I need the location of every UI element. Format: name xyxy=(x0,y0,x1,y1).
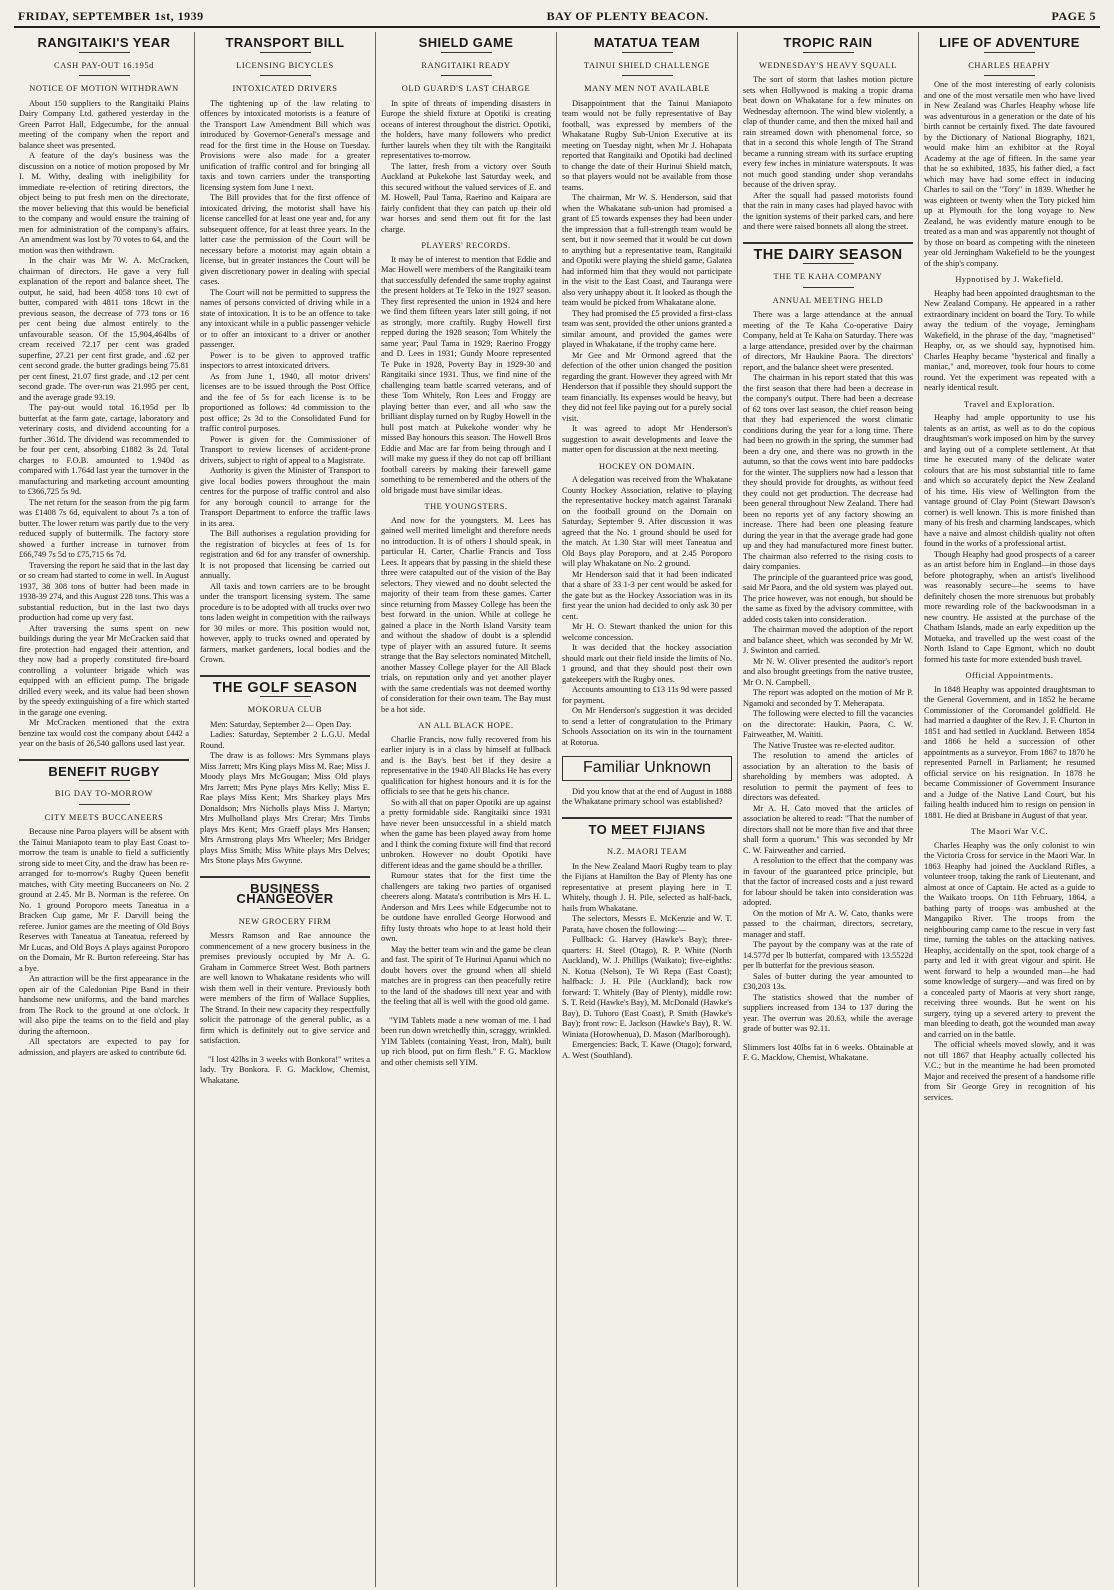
paragraph: Rumour states that for the first time the challengers are taking two parties of organised cheerers along. Matata's contribution is Mrs H. L. Anderson and Mrs Lees while Edgecumbe not to be outdone have enrolled George Horwood and fifty lusty throats who hope to at least hold their own. xyxy=(381,871,551,943)
paragraph: The payout by the company was at the rate of 14.577d per lb butterfat, compared with 13.5522d per lb butterfat for the previous season. xyxy=(743,940,913,970)
rule xyxy=(260,75,311,76)
column-4 xyxy=(557,32,738,1587)
subhead: TAINUI SHIELD CHALLENGE xyxy=(583,60,711,70)
section-heading: Hypnotised by J. Wakefield. xyxy=(955,275,1064,284)
paragraph: Disappointment that the Tainui Maniapoto team would not be fully representative of Bay football, was expressed by members of the Whakatane Rugby Sub-Union Executive at its meeting on Tuesday night, when Mr J. Hohapata reported that Rangitaiki and Opotiki had declined to change the date of their Hurinui Shield match, so that players would not be available from those teams. xyxy=(562,98,732,192)
paragraph: In the chair was Mr W. A. McCracken, chairman of directors. He gave a very full explanation of the report and balance sheet. The output, he said, had been 4058 tons 10 cwt of butter, compared with 4811 tons 18cwt in the previous season, the decrease of 773 tons or 16 per cent being due almost entirely to the unfavourable season. Of the 15,904,464lbs of cream received 72.17 per cent was graded superfine, 27.21 per cent first grade, and .62 per cent second grade. the butter gradings being 75.81 per cent finest, 21.07 first grade, and .12 per cent second grade. The over-run was 21.995 per cent, and the average grade 93.19. xyxy=(19,256,189,402)
subhead: ANNUAL MEETING HELD xyxy=(772,295,884,305)
headline-dairy-season: THE DAIRY SEASON xyxy=(753,246,903,263)
paragraph: Power is to be given to approved traffic inspectors to arrest intoxicated drivers. xyxy=(200,350,370,370)
subhead: THE TE KAHA COMPANY xyxy=(773,272,883,281)
subhead: CHARLES HEAPHY xyxy=(968,60,1051,70)
masthead xyxy=(14,6,1100,28)
divider xyxy=(200,675,370,677)
paragraph: Heaphy had ample opportunity to use his talents as an artist, as well as to do the copious draughtsman's work imposed on him by the survey and laying out of a complete settlement. At that time he executed many of the delicate water colours that are his most substantial title to fame and which so accurately depict the New Zealand of his time. His view of Wellington from the vantage ground of Clay Point (Stewart Dawson's corner) is well known. This is more finished than many of his fresh and charming landscapes, which have a naive and almost childish quality not often found in the works of a professional artist. xyxy=(924,413,1095,548)
page-number: PAGE 5 xyxy=(1051,9,1096,23)
paragraph: The sort of storm that lashes motion picture sets when Hollywood is making a tropic drama beat down on Whakatane for a few minutes on Wednesday afternoon. The wind blew violently, a clap of thunder came, and then the mixed hail and rain streamed down with phenomenal force, so that in a second this whole length of The Strand became a running stream with its surface erupting every few inches in miniature waterspouts. It was not much good standing under shop verandahs because of the driven spray. xyxy=(743,75,913,189)
paragraph: Sales of butter during the year amounted to £30,203 13s. xyxy=(743,971,913,991)
paragraph: After traversing the sums spent on new buildings during the year Mr McCracken said that fire protection had engaged their attention, and they now had a properly constituted fire-board controlling a volunteer brigade which was equipped with an efficient pump. The brigade drilled every week, and its value had been shown by the speedy extinguishing of a fire which started in the garage one evening. xyxy=(19,623,189,717)
headline-tropic-rain: TROPIC RAIN xyxy=(783,35,873,50)
section-heading: AN ALL BLACK HOPE. xyxy=(418,721,514,730)
paragraph: In 1848 Heaphy was appointed draughtsman to the General Government, and in 1852 he became Commissioner of the Coromandel goldfield. He had married a daughter of the Rev. J. F. Churton in 1851 and had settled in Auckland. Between 1854 and 1866 he held a succession of other appointments as a surveyor. From 1867 to 1870 he represented Parnell in Parliament; he resumed official service on his resignation. In 1878 he became Commissioner of Government Insurance and a Judge of the Native Land Court, but his failing health induced him to resign on pension in 1881. He died at Brisbane in August of that year. xyxy=(924,684,1095,820)
paragraph: Mr Gee and Mr Ormond agreed that the defection of the other union changed the position regarding the grant. However they agreed with Mr Henderson that if possible they should support the team financially. Its expenses would be heavy, but they did not feel like paying out for a purely social visit. xyxy=(562,350,732,423)
paragraph: The selectors, Messrs E. McKenzie and W. T. Parata, have chosen the following:— xyxy=(562,914,732,934)
paragraph: The chairman moved the adoption of the report and balance sheet, which was seconded by Mr W. J. Swinton and carried. xyxy=(743,625,913,655)
paragraph: Mr N. W. Oliver presented the auditor's report and also brought greetings from the native trustee, Mr O. N. Campbell. xyxy=(743,656,913,687)
paragraph: The statistics showed that the number of suppliers increased from 134 to 137 during the year. The overrun was 20.63, while the average grade of butter was 92.11. xyxy=(743,992,913,1033)
rule xyxy=(622,52,673,53)
paragraph: In the New Zealand Maori Rugby team to play the Fijians at Hamilton the Bay of Plenty has one representative at present playing here in T. Whitely, though J. H. Pile, selected as half-back, hails from Whakatane. xyxy=(562,861,732,913)
paragraph: They had promised the £5 provided a first-class team was sent, provided the other unions granted a similar amount, and provided the games were played in Whakatane, if the trophy came here. xyxy=(562,308,733,349)
paragraph: The Native Trustee was re-elected auditor. xyxy=(753,740,895,750)
columns xyxy=(14,32,1100,1587)
rule xyxy=(441,52,492,53)
divider xyxy=(19,759,189,761)
paragraph: After the squall had passed motorists found that the rain in many cases had played havoc with the ignition systems of their parked cars, and here and there were raised bonnets all along the street. xyxy=(743,190,913,231)
paragraph: On the motion of Mr A. W. Cato, thanks were passed to the chairman, directors, secretary, manager and staff. xyxy=(743,908,913,939)
subhead: WEDNESDAY'S HEAVY SQUALL xyxy=(759,60,897,70)
column-3 xyxy=(376,32,557,1587)
paragraph: The latter, fresh from a victory over South Auckland at Pukekohe last Saturday week, and this secured without the valued services of E. and M. Howell, Paul Tama, Raerino and Kaipara are fairly confident that they can patch up their old war horses and send them out fit for the last charge. xyxy=(381,161,551,234)
paragraph: The net return for the season from the pig farm was £1408 7s 6d, equivalent to about 7s a ton of butter. The lower return was partly due to the very reduced supply of buttermilk. The factory store showed a further increase in turnover from £66,749 7s 5d to £75,715 6s 7d. xyxy=(19,497,189,559)
divider xyxy=(562,817,732,819)
column-1 xyxy=(14,32,195,1587)
paragraph: A feature of the day's business was the discussion on a notice of motion proposed by Mr I. M. Withy, dealing with ineligibility for immediate re-election of retiring directors, the object being to put fresh men on the directorate, the mover believing that this would be beneficial to the company and would ensure the training of men for administration of the company's affairs. An amendment was lost by 70 votes to 64, and the motion was then withdrawn. xyxy=(19,151,189,255)
paragraph: Did you know that at the end of August in 1888 the Whakatane primary school was established? xyxy=(562,786,732,806)
headline-life-of-adventure: LIFE OF ADVENTURE xyxy=(939,35,1080,50)
section-heading: Official Appointments. xyxy=(965,671,1054,680)
paragraph: May the better team win and the game be clean and fast. The spirit of Te Hurinui Apanui which no doubt hovers over the ground when all shield matches are in progress can then peacefully retire to the land of the shadows till next year and with the feeling that all is well with the good old game. xyxy=(381,944,551,1006)
rule xyxy=(79,75,130,76)
paragraph: The pay-out would total 16.195d per lb butterfat at the farm gate, cartage, laboratory and veterinary costs, and dividend accounting for a further .361d. The dividend was recommended to be four per cent, absorbing £1882 3s 2d. Total charges to F.O.B. amounted to 1.940d as compared with 1.764d last year the turnover in the manufacturing and marketing account amounting to £366,725 5s 9d. xyxy=(19,403,189,496)
rule xyxy=(260,908,311,909)
paragraph: It may be of interest to mention that Eddie and Mac Howell were members of the Rangitaiki team that successfully defended the same trophy against the present holders at Te Teko in the 1927 season. They first represented the union in 1924 and here we find them fifteen years later still going, if not as strongly, more craftily. Rugby Howell first repped during the 1928 season; Tom Whitely the same year; Paul Tama in 1929; Raerino Froggy and D. Lees in 1931; Gundy Moore represented Te Puke in 1928, Poverty Bay in 1929-30 and Rangitaiki since 1931. Thus, we find nine of the challenging team battle scarred veterans, and of these Tom Whitely, Ron Lees and Froggy are playing better than ever, and all who saw the brilliant display turned on by Rugby Howell in the hull post match at Pukekohe wonder why he missed Bay honours this season. The Howell Bros Eddie and Mac are far from being through and I will make my guess if they do not cap off brilliant football careers by making their farewell game something to be remembered and the others of the old brigade must have similar ideas. xyxy=(381,254,551,495)
paragraph: On Mr Henderson's suggestion it was decided to send a letter of congratulation to the Primary Schools Association on its win in the tournament at Rotorua. xyxy=(562,706,732,747)
paragraph: The Bill authorises a regulation providing for the registration of bicycles at fees of 1s for registration and 6d for any transfer of ownership. It is not proposed that licensing be carried out annually. xyxy=(200,529,370,580)
paragraph: The official wheels moved slowly, and it was not till 1867 that Heaphy actually collected his V.C.; but in the meantime he had been promoted Major and received the present of a handsome rifle from Sir George Grey in recognition of his services. xyxy=(924,1040,1095,1102)
paragraph: Messrs Ramson and Rae announce the commencement of a new grocery business in the premises previously occupied by Mr A. G. Graham in Commerce Street West. Both partners are well known to Whakatane residents who will wish them well in their venture. Previously both were members of the firm of Wallace Supplies, The Strand. In their new capacity they respectfully solicit the patronage of the general public, as a firm which is definitely out to give service and satisfaction. xyxy=(200,931,370,1045)
paragraph: Mr H. O. Stewart thanked the union for this welcome concession. xyxy=(562,622,732,642)
paragraph: And now for the youngsters. M. Lees has gained well merited limelight and therefore needs no introduction. It is of others I should speak, in particular H. Carter, Charlie Francis and Toss Lees. It appears that by passing in the shield these three were catapulted out of the vision of the Bay selectors. They viewed and no doubt selected the majority of their team from these games. Carter since returning from Massey College has been the best forward in the union. While at college he gained a place in the North Island Varsity team and without the shadow of doubt is a splendid type of player with an assured future. It seems strange that the Bay selectors nominated Mitchell, another Massey College player for the All Black trials, on reputation only and yet another player with the same credentials was not deemed worthy of consideration for their own team. The Bay must be a hot side. xyxy=(381,515,551,714)
subhead: NOTICE OF MOTION WITHDRAWN xyxy=(29,84,179,93)
paragraph: The principle of the guaranteed price was good, said Mr Paora, and the old system was played out. The price however, was not enough, but should be the same as fixed by the advisory committee, with added costs taken into consideration. xyxy=(743,572,913,624)
rule xyxy=(79,780,130,781)
headline-to-meet-fijians: TO MEET FIJIANS xyxy=(588,821,706,837)
paragraph: The chairman in his report stated that this was the first season that there had been a decrease in the company's output. There had been a decrease of 62 tons over last season, the chief reason being that they had experienced the worst climatic conditions during the year for a long time. There had been no growth in the spring, the summer had been a dry one, and there was no growth in the autumn, so that the cows went into bare paddocks for the winter. The suppliers now had a lesson that they should provide for droughts, as without feed they could not get production. The decrease had been general throughout New Zealand. There had been no reports yet of any factory showing an increase. There had been one pleasing feature during the year in that the average grade had gone up and they had manufactured more finest butter. The chairman also referred to the rising costs to dairy companies. xyxy=(743,373,913,571)
paragraph: Power is given for the Commissioner of Transport to review licenses of accident-prone drivers, subject to right of appeal to a Magistrate. xyxy=(200,434,370,465)
subhead: CITY MEETS BUCCANEERS xyxy=(44,812,164,822)
newspaper-title: BAY OF PLENTY BEACON. xyxy=(546,9,709,23)
rule xyxy=(622,838,673,839)
paragraph: The Court will not be permitted to suppress the names of persons convicted of driving while in a state of intoxication. It is to be an offence to take any intoxicant while in a public passenger vehicle or to offer an intoxicant to a driver or another passenger. xyxy=(200,287,370,349)
subhead: RANGITAIKI READY xyxy=(421,60,511,70)
headline-shield-game: SHIELD GAME xyxy=(418,35,514,50)
subhead: NEW GROCERY FIRM xyxy=(238,916,332,926)
divider xyxy=(743,242,913,244)
rule xyxy=(79,52,130,53)
headline-matatua-team: MATATUA TEAM xyxy=(593,35,701,50)
paragraph: So with all that on paper Opotiki are up against a pretty formidable side. Rangitaiki since 1931 have never been unsuccessful in a shield match when the game has been played away from home and I think the coming fixture will find that record unbroken. However no doubt Opotiki have different ideas and the game should be a thriller. xyxy=(381,797,551,870)
paragraph: Men: Saturday, September 2— Open Day. xyxy=(210,719,352,729)
rule xyxy=(803,52,854,53)
paragraph: Fullback: G. Harvey (Hawke's Bay); three-quarters: H. Steel (Otago), R. P. White (North Auckland), W. J. Phillips (Waikato); five-eighths: N. Kotua (Nelson), Te Wi Repa (East Coast); halfback: J. H. Pile (Auckland); back row forward: T. Whitely (Bay of Plenty), middle row: S. T. Reid (Hawke's Bay), M. McDonald (Hawke's Bay), D. Tuhoro (East Coast), P. Smith (Hawke's Bay); front row: E. Jackson (Hawke's Bay), R. W. Winiata (Horowhenua), D. Mason (Marlborough). xyxy=(562,935,732,1039)
paragraph: Ladies: Saturday, September 2 L.G.U. Medal Round. xyxy=(200,730,370,750)
paragraph: In spite of threats of impending disasters in Europe the shield fixture at Opotiki is creating oceans of interest throughout the district. Opotiki, the holders, have many followers who predict further laurels when they tilt with the Rangitaiki representatives to-morrow. xyxy=(381,98,551,160)
paragraph: The tightening up of the law relating to offences by intoxicated motorists is a feature of the Transport Law Amendment Bill which was introduced by Governor-General's message and read for the first time in the House on Tuesday. Provisions were also made for a greater unification of traffic control and for bringing all taxis and town carriers under the transporting licensing system fom June 1 next. xyxy=(200,98,370,192)
paragraph: Mr Henderson said that it had been indicated that a share of 33 1-3 per cent would be asked for the gate but as the Hockey Association was in its first year the union had decided to only ask 30 per cent. xyxy=(562,569,732,621)
section-heading: THE YOUNGSTERS. xyxy=(424,502,508,511)
paragraph: Because nine Paroa players will be absent with the Tainui Maniapoto team to play East Coast to-morrow the team is unable to field a sufficiently strong side to meet City, and the draw has been re-arranged for to-morrow's Rugby Queen benefit matches, with City meeting Buccaneers on No. 2 ground at 2.45. Mr B. Norman is the referee. On No. 1 ground Poroporo meets Taneatua in a Bracken Cup game, Mr F. Darvill being the referee. Junior games are the meeting of Old Boys Reserves with Taneatua at Taneatua, refereed by Mr Lucas, and Old Boys A plays against Poroporo on the Domain, Mr R. Burton refereeing. Star has a bye. xyxy=(19,827,189,973)
paragraph: A delegation was received from the Whakatane County Hockey Association, relative to playing the representative hockey match against Taranaki on the football ground on the Domain on Saturday, September 9. After discussion it was agreed that the No. 1 ground should be used for the match. At 1.30 Star will meet Taneatua and Old Boys play Poroporo, and at 2.45 Poroporo will play Whakatane on No. 2 ground. xyxy=(562,475,732,568)
paragraph: Traversing the report he said that in the last day or so cream had started to come in well. In August 1937, 38 308 tons of butter had been made in 1938-39 274, and this August 228 tons. This was a substantial reduction, but in the last two days production had come up very fast. xyxy=(19,560,189,622)
familiar-unknown-box: Familiar Unknown xyxy=(562,756,732,781)
divider xyxy=(200,876,370,878)
rule xyxy=(984,52,1035,53)
paragraph: The resolution to amend the articles of association by an alteration to the basis of shareholding by members was adopted. A resolution to permit the payment of fees to directors was defeated. xyxy=(743,751,913,802)
headline-business-changeover: BUSINESS CHANGEOVER xyxy=(236,880,334,906)
paragraph: Charles Heaphy was the only colonist to win the Victoria Cross for service in the Maori War. In 1863 Heaphy had joined the Auckland Rifles, a volunteer troop, taking the rank of Lieutenant, and almost at once of Captain. He acted as a guide to the Waikato troops. On 11th February, 1864, a bathing party of troops was ambushed at the Mangapiko River. The troops from the neighbouring camp came to the rescue in very fast time, turning the tables on the attacking natives. Heaphy, accidentally on the spot, took charge of a party and led it with great vigour and spirit. He went forward to help a wounded man—he had some knowledge of surgery—and was fired on by a concealed party of Maoris at very short range, receiving three wounds. But he went on his surgery, tying up a severed artery to prevent the man bleeding to death, got the wounded man away and carried on in the battle. xyxy=(924,840,1095,1039)
rule xyxy=(441,75,492,76)
paragraph: As from June 1, 1940, all motor drivers' licenses are to be issued through the Post Office and the fee of 5s for each license is to be proportioned as follows: 4d commission to the post office; 2s 3d to the Consolidated Fund for traffic control purposes. xyxy=(200,371,370,433)
headline-golf-season: THE GOLF SEASON xyxy=(212,679,358,696)
rule xyxy=(79,804,130,805)
headline-transport-bill: TRANSPORT BILL xyxy=(225,35,345,50)
paragraph: All taxis and town carriers are to be brought under the transport licensing system. The same procedure is to be adopted with all trucks over two tons laden weight in competition with the railways for 30 miles or more. This position would not, however, apply to trucks owned and operated by farmers, market gardeners, local bodies and the Crown. xyxy=(200,581,371,664)
paragraph: It was decided that the hockey association should mark out their field inside the limits of No. 1 ground, and that they should post their own gatekeepers with the Rugby ones. xyxy=(562,643,732,684)
advertisement: "YIM Tablets made a new woman of me. I had been run down wretchedly thin, scraggy, wrinkled. YIM Tablets (containing Yeast, Iron, Malt), built up rich blood, put on firm flesh." F. G. Macklow and other chemists sell YIM. xyxy=(381,1015,551,1067)
rule xyxy=(803,287,854,288)
paragraph: There was a large attendance at the annual meeting of the Te Kaha Co-operative Dairy Company, held at Te Kaha on Saturday. There was a large attendance, presided over by the chairman of directors, Mr Haukine Paora. The directors' report, and the balance sheet were presented. xyxy=(743,310,913,372)
column-6 xyxy=(919,32,1100,1587)
headline-rangitaikis-year: RANGITAIKI'S YEAR xyxy=(37,35,171,50)
subhead: INTOXICATED DRIVERS xyxy=(232,84,338,93)
section-heading: The Maori War V.C. xyxy=(971,827,1048,836)
column-2 xyxy=(195,32,376,1587)
paragraph: The Bill provides that for the first offence of intoxicated driving, the motorist shall have his license cancelled for at least one year and, for any subsequent offence, for at least three years. In the latter case the permission of the Court will be necessary before a motorist may again obtain a license, but in greater instances the Court will be given discretionary power in dealing with special cases. xyxy=(200,193,370,286)
advertisement: Slimmers lost 40lbs fat in 6 weeks. Obtainable at F. G. Macklow, Chemist, Whakatane. xyxy=(743,1042,913,1062)
subhead: BIG DAY TO-MORROW xyxy=(54,789,154,798)
rule xyxy=(260,696,311,697)
subhead: CASH PAY-OUT 16.195d xyxy=(54,60,154,70)
paragraph: One of the most interesting of early colonists and one of the most versatile men who have lived in New Zealand was Charles Heaphy whose life was adventurous in a generation or the date of his birth cannot be certainly fixed. The date favoured by the Dictionary of National Biography, 1821, would make him an exhibitor at the Royal Academy at the age of fifteen. In the same year that he so exhibited, 1835, his father died, a fact which may have had some effect in inducing Charles to sail on the "Tory" in 1839. Whether he was eighteen or twenty when the Tory picked him up at Plymouth for the long voyage to New Zealand, he was evidently mature enough to be treated as a man and was apparently not thought of by those on board as competing with the nineteen year old Jerningham Wakefield to be the youngest of the ship's company. xyxy=(924,80,1095,268)
paragraph: Charlie Francis, now fully recovered from his earlier injury is in a class by himself at fullback and is the Bay's best bet if they desire a representative in the 1940 All Blacks He has every qualification for highest honours and it is for the officials to see that he gets his chance. xyxy=(381,734,551,796)
column-5 xyxy=(738,32,919,1587)
paragraph: An attraction will be the first appearance in the open air of the Caledonian Pipe Band in their handsome new uniforms, and the band marches from The Rock to the ground at one o'clock. It will also pipe the teams on to the field and play during the afternoon. xyxy=(19,974,189,1036)
paragraph: The draw is as follows: Mrs Symmans plays Miss Jarrett; Mrs King plays Miss M. Rae; Miss J. Moody plays Mrs McGougan; Miss Old plays Mrs Jarrett; Mrs Pyne plays Mrs Kelly; Miss E. Rae plays Miss Kent; Mrs Sharkey plays Mrs Donaldson; Mrs Nicholls plays Miss J. Martyn; Mrs Mulholland plays Mrs Crerar; Mrs Timbs plays Mrs Kent; Mrs Graeff plays Mrs Hansen; Mrs Armstrong plays Mrs Wheeler; Mrs Bridger plays Miss Smith; Miss White plays Mrs Delves; Mrs Stone plays Mrs Gwynne. xyxy=(200,751,370,865)
subhead: N.Z. MAORI TEAM xyxy=(606,847,688,856)
paragraph: Emergencies: Back, T. Kawe (Otago); forward, A. West (Southland). xyxy=(562,1040,732,1060)
rule xyxy=(622,75,673,76)
paragraph: About 150 suppliers to the Rangitaiki Plains Dairy Company Ltd. gathered yesterday in the Green Parrot Hall, Edgecumbe, for the annual meeting of the company when the report and balance sheet was presented. xyxy=(19,98,189,150)
paragraph: It was agreed to adopt Mr Henderson's suggestion to await developments and leave the matter open for discussion at the next meeting. xyxy=(562,424,732,454)
rule xyxy=(260,52,311,53)
subhead: LICENSING BICYCLES xyxy=(236,60,334,70)
section-heading: Travel and Exploration. xyxy=(964,399,1055,409)
paragraph: All spectators are expected to pay for admission, and players are asked to contribute 6d. xyxy=(19,1037,189,1057)
issue-date: FRIDAY, SEPTEMBER 1st, 1939 xyxy=(18,9,204,23)
paragraph: Heaphy had been appointed draughtsman to the New Zealand Company. He appeared in a rather extraordinary incident on board the Tory. To while away the tedium of the voyage, Jerningham Wakefield, in the phrase of the day, "magnetised" Heaphy, or, as we should say, hypnotised him. Charles Heaphy became "hysterical and finally a maniac," and, moreover, took four hours to come round. Yet the experiment was repeated with a nearly identical result. xyxy=(924,288,1095,392)
paragraph: Mr A. H. Cato moved that the articles of association be altered to read: "That the number of directors shall not be more than five and that three shall form a quorum." This was seconded by Mr C. W. Fairweather and carried. xyxy=(743,803,913,855)
rule xyxy=(803,263,854,264)
subhead: MANY MEN NOT AVAILABLE xyxy=(584,84,710,93)
paragraph: Accounts amounting to £13 11s 9d were passed for payment. xyxy=(562,685,732,705)
paragraph: The following were elected to fill the vacancies on the directorate: Haukin, Paora, C. W. Fairweather, M. Waititi. xyxy=(743,709,913,739)
rule xyxy=(984,75,1035,76)
headline-benefit-rugby: BENEFIT RUGBY xyxy=(48,763,160,779)
subhead: MOKORUA CLUB xyxy=(247,705,323,714)
paragraph: The report was adopted on the motion of Mr P. Ngamoki and seconded by T. Meherapata. xyxy=(743,688,913,708)
subhead: OLD GUARD'S LAST CHARGE xyxy=(401,84,531,93)
paragraph: A resolution to the effect that the company was in favour of the guaranteed price principle, but that the factor of increased costs and a just reward for labour should be taken into consideration was adopted. xyxy=(743,856,913,907)
paragraph: Authority is given the Minister of Transport to give local bodies powers throughout the main centres for the purpose of traffic control and also for any borough council to arrange for the Transport Department to enforce the traffic laws in its area. xyxy=(200,466,370,528)
paragraph: Though Heaphy had good prospects of a career as an artist before him in England—in those days before photography, when an artist's livelihood was reasonably secure—he seems to have definitely chosen the more strenuous but probably more rewarding role of the backwoodsman in a new country. He assisted at the purchase of the Chatham Islands, made an early expedition up the Motueka, and travelled up the west coast of the North Island to Cape Egmont, which no doubt formed his taste for more extended bush travel. xyxy=(924,549,1095,664)
advertisement: "I lost 42lbs in 3 weeks with Bonkora!" writes a lady. Try Bonkora. F. G. Macklow, Chemist, Whakatane. xyxy=(200,1054,370,1085)
paragraph: The chairman, Mr W. S. Henderson, said that when the Whakatane sub-union had promised a grant of £5 towards expenses they had been under the impression that a full-strength team would be sent, but it now seemed that it would be cut down to anything but a representative team, Rangitaiki and Opotiki were playing the shield game, Galatea had informed him that they would not participate in the visit to the East Coast, and Tauranga were also very unhappy about it. It looked as though the team would be picked from Whakatane alone. xyxy=(562,193,732,307)
section-heading: PLAYERS' RECORDS. xyxy=(421,241,511,250)
section-heading: HOCKEY ON DOMAIN. xyxy=(599,461,695,471)
paragraph: Mr McCracken mentioned that the extra benzine tax would cost the company about £442 a year on the basis of 26,540 gallons used last year. xyxy=(19,718,189,748)
